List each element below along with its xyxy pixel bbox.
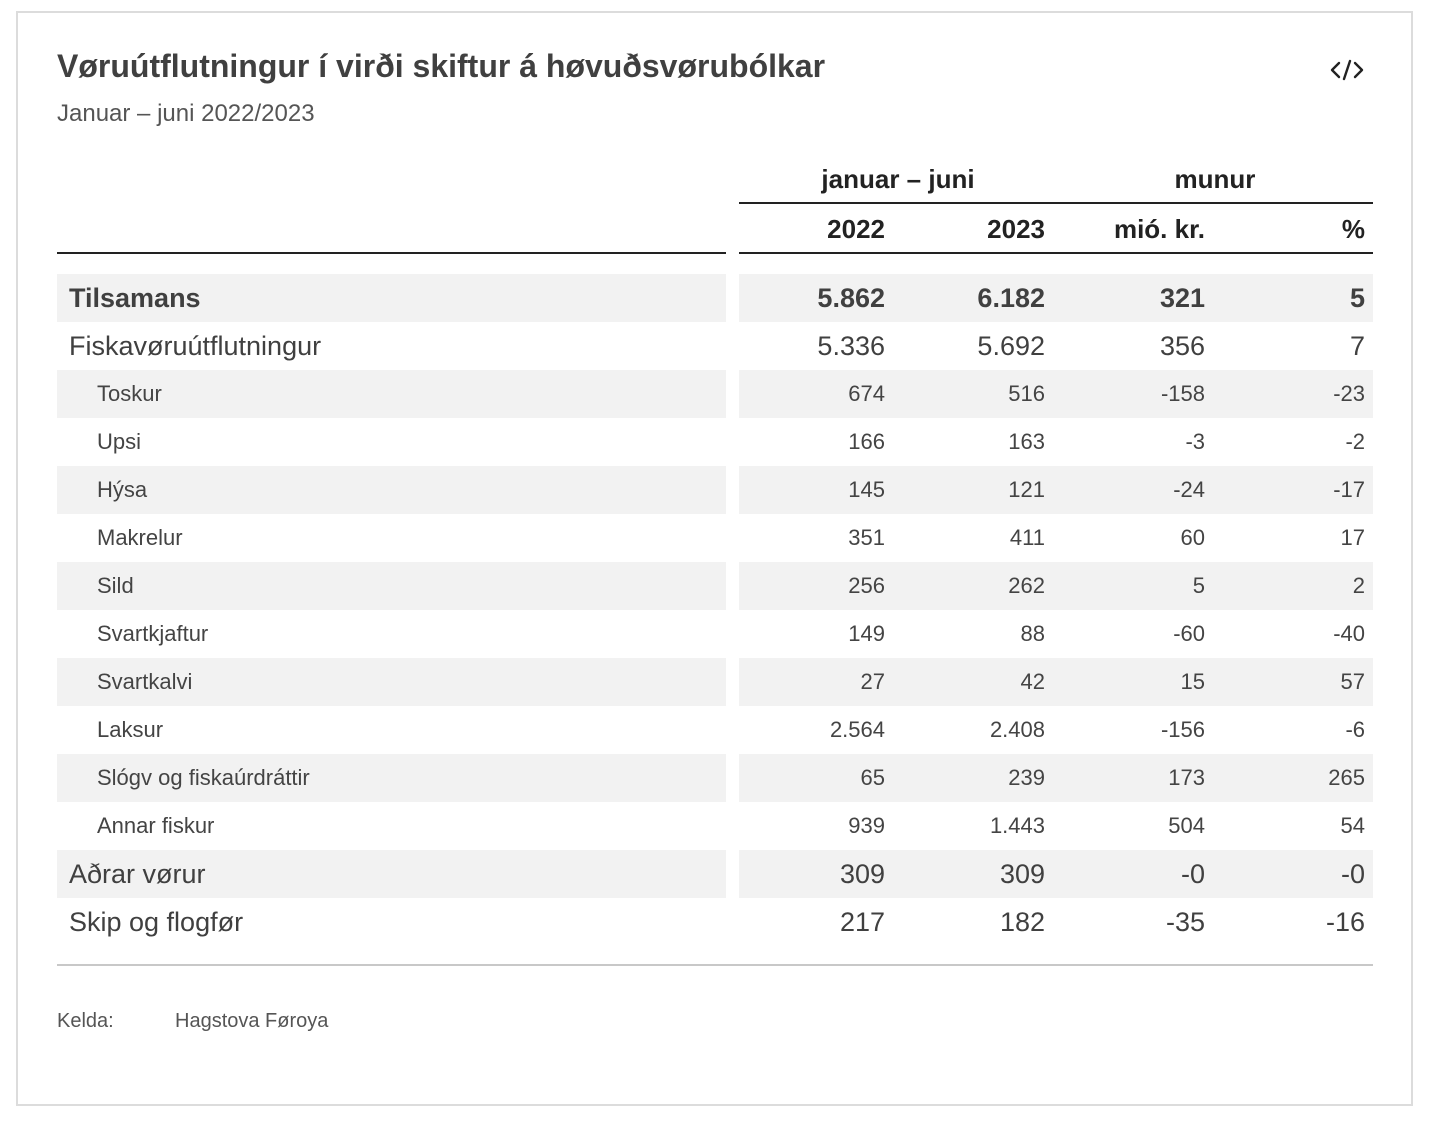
table-bottom-rule [57, 964, 1373, 966]
row-value-2022: 5.336 [817, 331, 885, 361]
row-value-2022: 351 [848, 525, 885, 550]
table-row [57, 754, 1373, 802]
row-value-2022: 27 [860, 669, 885, 694]
row-value-2022: 217 [839, 907, 885, 937]
row-value-mio-kr: 321 [1159, 283, 1205, 313]
row-label: Aðrar vørur [69, 859, 206, 889]
row-label: Hýsa [97, 477, 148, 502]
table-row [57, 658, 1373, 706]
row-value-2023: 5.692 [977, 331, 1045, 361]
row-label: Svartkjaftur [97, 621, 209, 646]
row-value-percent: -2 [1345, 429, 1365, 454]
source-label: Kelda: [57, 1010, 114, 1032]
table-row [57, 370, 1373, 418]
row-value-mio-kr: -156 [1160, 717, 1205, 742]
table-row [57, 514, 1373, 562]
row-value-percent: 17 [1340, 525, 1365, 550]
row-value-percent: -23 [1333, 381, 1365, 406]
table-row [57, 898, 1373, 946]
row-value-2023: 42 [1020, 669, 1045, 694]
row-label: Fiskavøruútflutningur [69, 331, 322, 361]
group-header-rule [739, 202, 1373, 204]
table-body [57, 274, 1373, 946]
row-value-mio-kr: 173 [1168, 765, 1205, 790]
table-row [57, 418, 1373, 466]
column-header-2023: 2023 [987, 214, 1045, 244]
row-value-2022: 939 [848, 813, 885, 838]
row-value-mio-kr: -3 [1185, 429, 1205, 454]
row-label: Toskur [97, 381, 162, 406]
row-value-2022: 256 [848, 573, 885, 598]
column-group-januar-juni: januar – juni [821, 164, 975, 194]
row-value-2023: 411 [1009, 525, 1045, 550]
row-value-mio-kr: 356 [1159, 331, 1205, 361]
row-value-percent: 7 [1349, 331, 1365, 361]
row-value-mio-kr: 60 [1180, 525, 1205, 550]
row-band-label [57, 466, 726, 514]
row-value-percent: -17 [1333, 477, 1365, 502]
row-value-2023: 88 [1020, 621, 1045, 646]
row-value-percent: 5 [1349, 283, 1365, 313]
row-value-2023: 516 [1008, 381, 1045, 406]
row-label: Svartkalvi [97, 669, 193, 694]
row-value-mio-kr: -158 [1160, 381, 1205, 406]
row-value-2022: 309 [839, 859, 885, 889]
values-header-rule [739, 252, 1373, 254]
row-value-percent: 54 [1340, 813, 1365, 838]
row-label: Sild [97, 573, 134, 598]
table-row [57, 562, 1373, 610]
row-value-mio-kr: 5 [1192, 573, 1205, 598]
column-header-2022: 2022 [827, 214, 885, 244]
row-value-percent: -6 [1345, 717, 1365, 742]
row-value-2023: 239 [1008, 765, 1045, 790]
table-row [57, 322, 1373, 370]
label-header-rule [57, 252, 726, 254]
row-label: Makrelur [97, 525, 183, 550]
chart-title: Vøruútflutningur í virði skiftur á høvuðsvørubólkar [57, 48, 826, 84]
table-row [57, 274, 1373, 322]
row-label: Tilsamans [69, 283, 201, 313]
row-value-mio-kr: -60 [1173, 621, 1205, 646]
row-band-label [57, 418, 726, 466]
row-value-mio-kr: -35 [1165, 907, 1205, 937]
row-label: Upsi [97, 429, 142, 454]
row-value-2023: 1.443 [989, 813, 1045, 838]
row-value-mio-kr: -24 [1173, 477, 1205, 502]
row-value-mio-kr: -0 [1180, 859, 1205, 889]
column-group-munur: munur [1174, 164, 1256, 194]
row-value-percent: 265 [1328, 765, 1365, 790]
chart-subtitle: Januar – juni 2022/2023 [57, 100, 315, 127]
row-value-2023: 6.182 [977, 283, 1045, 313]
row-value-2023: 2.408 [989, 717, 1045, 742]
row-value-2023: 262 [1008, 573, 1045, 598]
row-value-2023: 182 [999, 907, 1045, 937]
row-band-label [57, 562, 726, 610]
row-value-2022: 65 [860, 765, 885, 790]
row-label: Slógv og fiskaúrdráttir [97, 765, 310, 790]
row-value-mio-kr: 504 [1168, 813, 1205, 838]
row-value-2022: 145 [848, 477, 885, 502]
row-value-2023: 163 [1008, 429, 1045, 454]
table-row [57, 802, 1373, 850]
column-header-mio-kr: mió. kr. [1113, 214, 1205, 244]
table-row [57, 850, 1373, 898]
row-value-2023: 309 [999, 859, 1045, 889]
row-label: Skip og flogfør [69, 907, 244, 937]
row-value-percent: 57 [1340, 669, 1365, 694]
table-row [57, 706, 1373, 754]
row-value-percent: -40 [1333, 621, 1365, 646]
row-value-2022: 674 [848, 381, 885, 406]
row-label: Laksur [97, 717, 164, 742]
row-value-percent: -0 [1340, 859, 1365, 889]
column-header-percent: % [1341, 214, 1365, 244]
source-value: Hagstova Føroya [175, 1010, 329, 1032]
code-embed-icon[interactable] [1328, 56, 1366, 84]
table-row [57, 466, 1373, 514]
row-value-2022: 5.862 [817, 283, 885, 313]
row-value-percent: -16 [1325, 907, 1365, 937]
row-label: Annar fiskur [97, 813, 215, 838]
table-row [57, 610, 1373, 658]
row-value-2022: 149 [848, 621, 885, 646]
row-value-2022: 166 [848, 429, 885, 454]
row-value-percent: 2 [1352, 573, 1365, 598]
row-value-2022: 2.564 [829, 717, 885, 742]
row-value-mio-kr: 15 [1180, 669, 1205, 694]
row-value-2023: 121 [1008, 477, 1045, 502]
